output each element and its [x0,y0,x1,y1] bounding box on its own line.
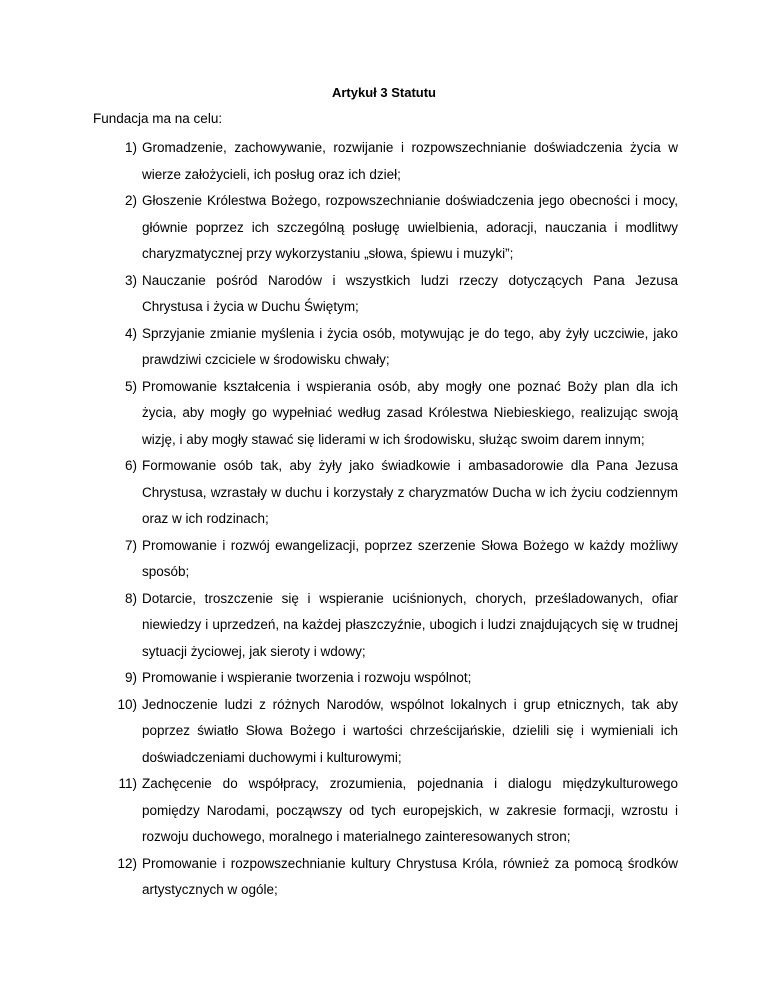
list-item-text: Promowanie i rozpowszechnianie kultury Chrystusa Króla, również za pomocą środków artystycznych w ogóle; [142,855,678,897]
list-item-number: 10) [117,696,137,712]
list-item-number: 11) [118,776,137,791]
goals-list [93,135,678,904]
list-item [93,851,678,904]
list-item-number: 8) [124,590,137,606]
list-item-text: Promowanie i wspieranie tworzenia i rozwoju wspólnot; [142,670,472,685]
list-item [93,771,678,851]
list-item [93,321,678,374]
list-item [93,665,678,692]
list-item-number: 1) [124,140,137,155]
list-item [93,268,678,321]
list-item-number: 5) [124,378,137,394]
list-item-number: 3) [124,272,137,288]
document-title: Artykuł 3 Statutu [331,85,436,100]
intro-text: Fundacja ma na celu: [93,111,223,126]
list-item [93,135,678,188]
list-item [93,374,678,454]
list-item-text: Gromadzenie, zachowywanie, rozwijanie i rozpowszechnianie doświadczenia życia w wierze założycieli, ich posług oraz ich dzieł; [142,140,678,182]
list-item [93,586,678,666]
list-item-number: 6) [124,458,137,473]
list-item-text: Promowanie kształcenia i wspierania osób, aby mogły one poznać Boży plan dla ich życia, aby mogły go wypełniać według zasad Królestwa Niebieskiego, realizując swoją wizję, i aby mogły stawać się liderami w ich środowisku, służąc swoim darem innym; [142,378,678,447]
list-item-text: Dotarcie, troszczenie się i wspieranie uciśnionych, chorych, prześladowanych, ofiar niewiedzy i uprzedzeń, na każdej płaszczyźnie, ubogich i ludzi znajdujących się w trudnej sytuacji życiowej, jak sieroty i wdowy; [142,590,678,659]
list-item-number: 12) [117,855,137,871]
list-item-text: Zachęcenie do współpracy, zrozumienia, pojednania i dialogu międzykulturowego pomiędzy Narodami, począwszy od tych europejskich, w zakresie formacji, wzrostu i rozwoju duchowego, moralnego i materialnego zainteresowanych stron; [142,776,678,844]
list-item-text: Nauczanie pośród Narodów i wszystkich ludzi rzeczy dotyczących Pana Jezusa Chrystusa i życia w Duchu Świętym; [142,272,678,314]
list-item [93,453,678,533]
list-item [93,188,678,268]
list-item-number: 9) [124,670,137,685]
list-item-text: Promowanie i rozwój ewangelizacji, poprzez szerzenie Słowa Bożego w każdy możliwy sposób; [142,537,678,579]
list-item-text: Głoszenie Królestwa Bożego, rozpowszechnianie doświadczenia jego obecności i mocy, głównie poprzez ich szczególną posługę uwielbienia, adoracji, nauczania i modlitwy charyzmatycznej przy wykorzystaniu „słowa, śpiewu i muzyki”; [142,193,678,261]
list-item-number: 2) [124,193,137,208]
list-item-text: Formowanie osób tak, aby żyły jako świadkowie i ambasadorowie dla Pana Jezusa Chrystusa, wzrastały w duchu i korzystały z charyzmatów Ducha w ich życiu codziennym oraz w ich rodzinach; [142,458,678,526]
list-item [93,533,678,586]
list-item [93,692,678,772]
list-item-text: Sprzyjanie zmianie myślenia i życia osób, motywując je do tego, aby żyły uczciwie, jako prawdziwi czciciele w środowisku chwały; [142,325,678,367]
list-item-number: 4) [124,325,137,341]
list-item-number: 7) [124,537,137,553]
list-item-text: Jednoczenie ludzi z różnych Narodów, wspólnot lokalnych i grup etnicznych, tak aby poprzez światło Słowa Bożego i wartości chrześcijańskie, dzielili się i wymieniali ich doświadczeniami duchowymi i kulturowymi; [142,696,678,765]
